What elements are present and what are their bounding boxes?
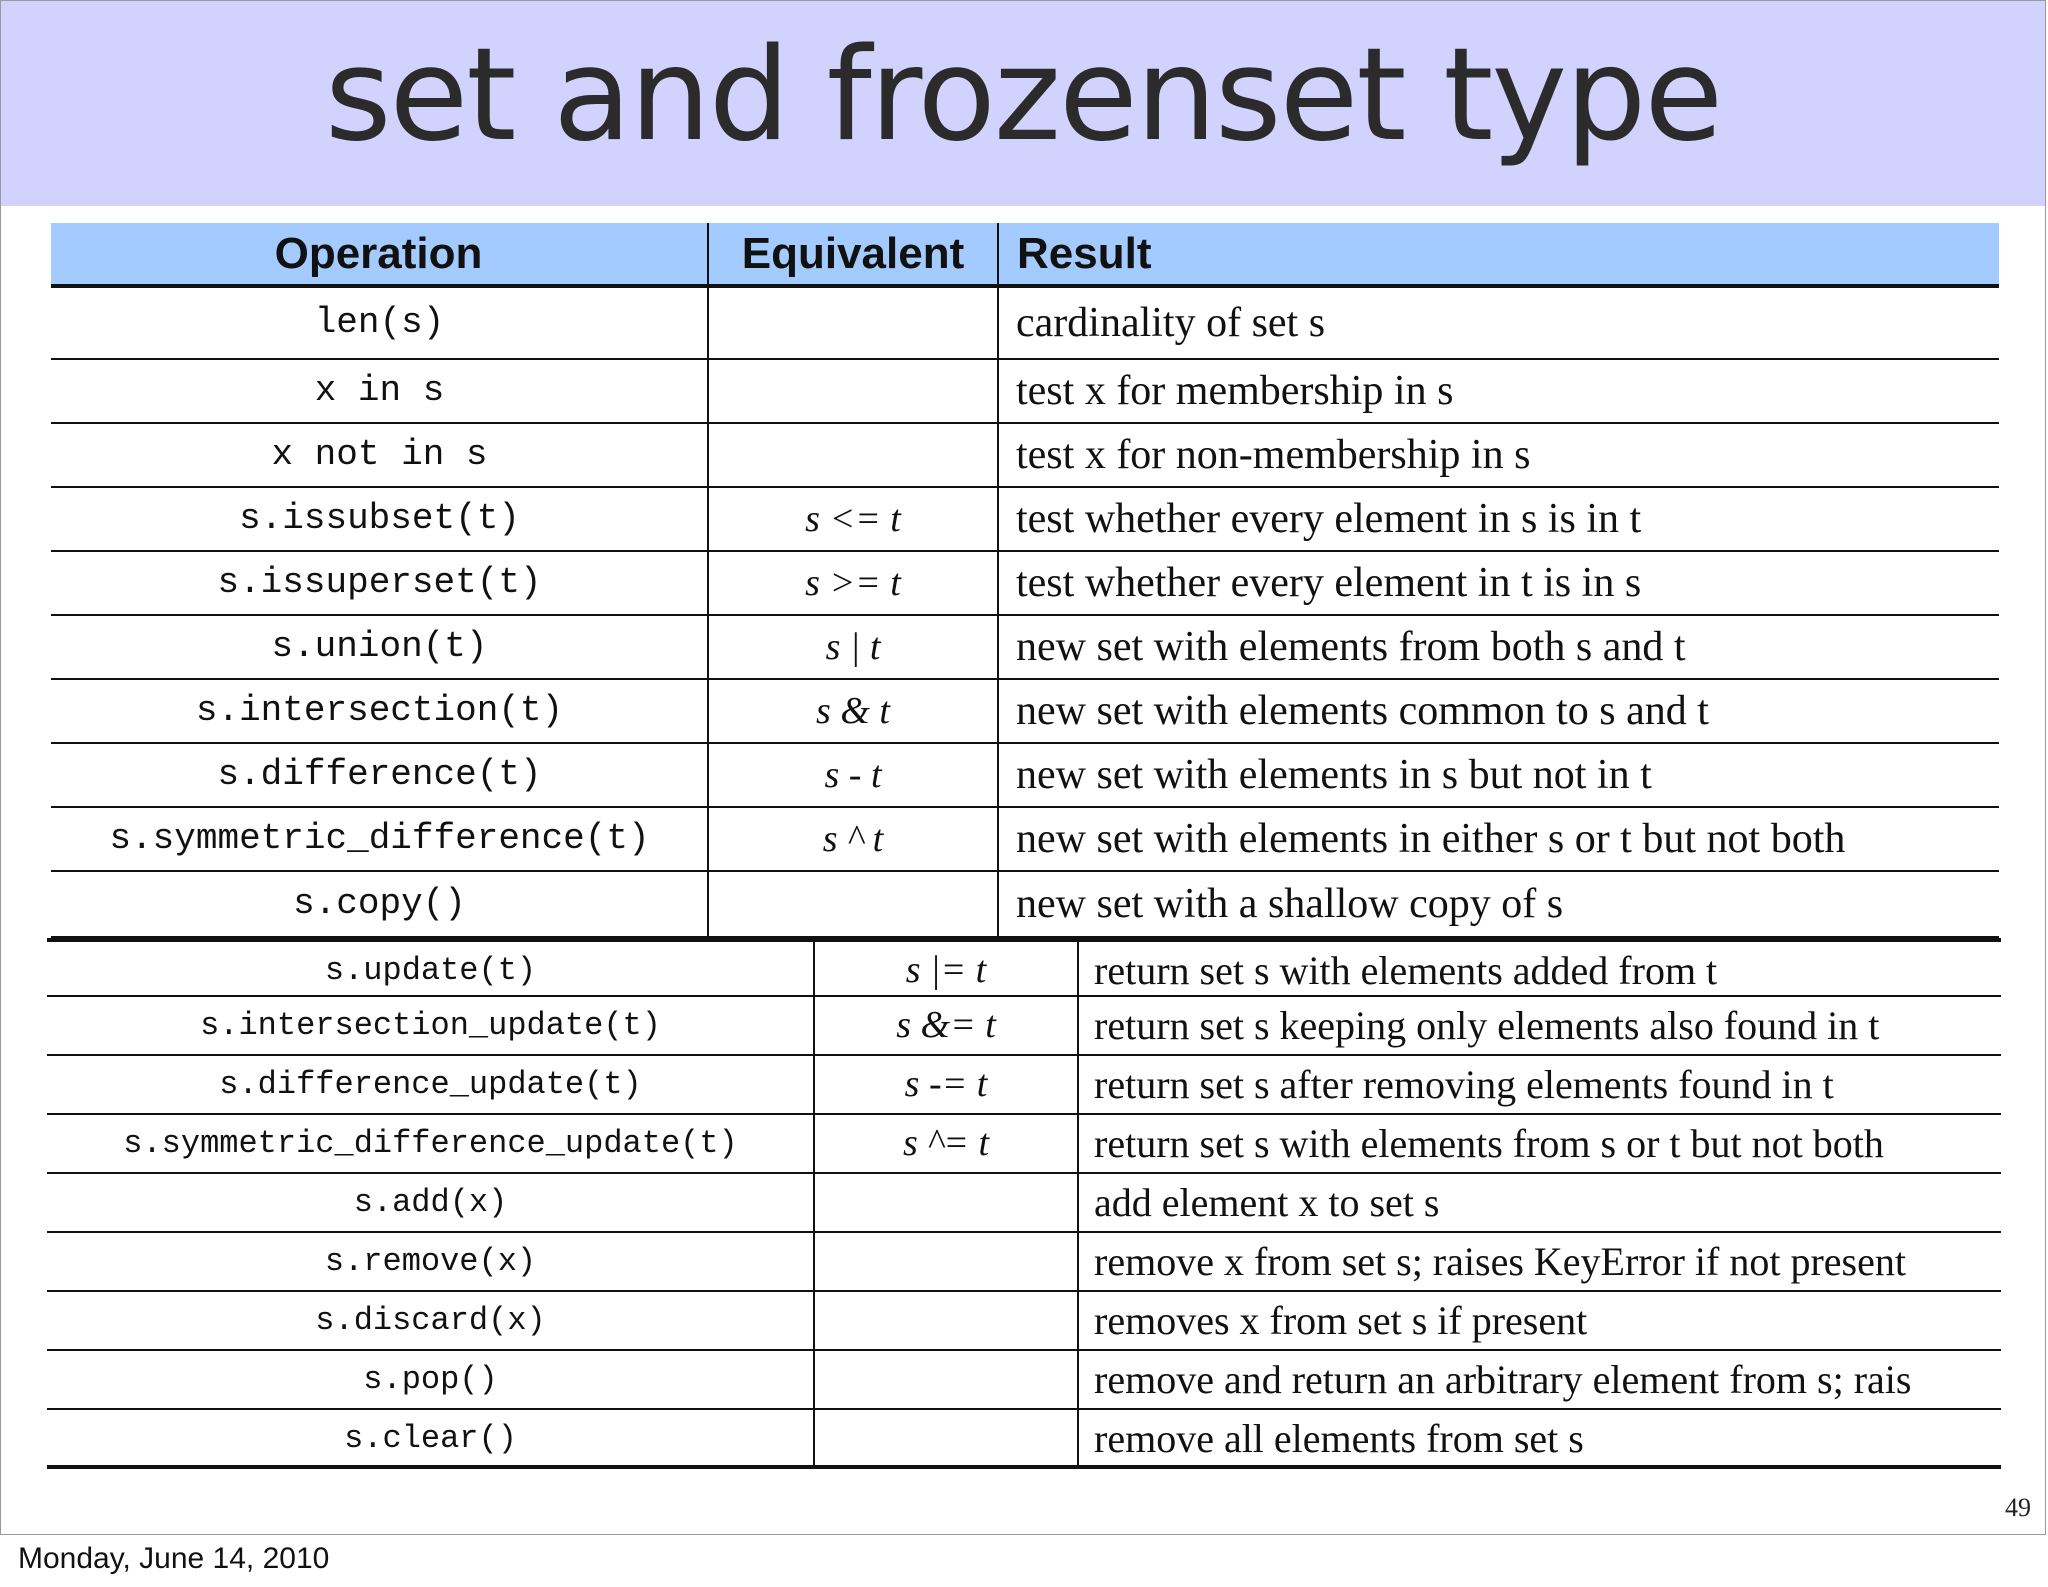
operation-cell: s.difference_update(t) [219, 1066, 642, 1103]
result-cell: new set with a shallow copy of s [1016, 881, 1564, 927]
equivalent-cell [814, 1410, 1078, 1469]
operation-cell: s.clear() [344, 1420, 517, 1457]
result-cell: remove all elements from set s [1094, 1416, 1584, 1461]
equivalent-cell [814, 1351, 1078, 1410]
table-row [51, 288, 1999, 360]
table-row [47, 1115, 2001, 1174]
operation-cell: s.union(t) [271, 626, 488, 667]
header-divider [707, 223, 709, 288]
equivalent-cell [814, 1174, 1078, 1233]
equivalent-cell: s ^ t [822, 818, 884, 860]
result-cell: new set with elements from both s and t [1016, 624, 1686, 670]
result-cell: cardinality of set s [1016, 300, 1326, 346]
table-row [51, 488, 1999, 552]
table-row [51, 616, 1999, 680]
operations-table-2 [47, 938, 2001, 1473]
header-equivalent: Equivalent [741, 229, 965, 278]
equivalent-cell: s & t [816, 690, 890, 732]
slide-title: set and frozenset type [324, 21, 1722, 170]
table-row [47, 1292, 2001, 1351]
equivalent-cell: s -= t [904, 1063, 988, 1105]
operation-cell: len(s) [314, 302, 445, 343]
table-row [51, 808, 1999, 872]
operation-cell: s.remove(x) [324, 1243, 537, 1280]
table-row [51, 680, 1999, 744]
column-divider [813, 938, 815, 1469]
table-row [47, 1174, 2001, 1233]
operation-cell: s.issuperset(t) [217, 562, 542, 603]
operation-cell: s.add(x) [353, 1184, 508, 1221]
equivalent-cell [814, 1233, 1078, 1292]
operation-cell: s.issubset(t) [239, 498, 520, 539]
table-row [47, 1351, 2001, 1410]
equivalent-cell [708, 424, 998, 488]
result-cell: test whether every element in t is in s [1016, 560, 1642, 606]
operation-cell: s.intersection(t) [195, 690, 564, 731]
table-header [51, 223, 1999, 288]
result-cell: test x for membership in s [1016, 368, 1454, 414]
result-cell: add element x to set s [1094, 1180, 1440, 1225]
operation-cell: s.intersection_update(t) [200, 1007, 661, 1044]
result-cell: return set s after removing elements found in t [1094, 1062, 1834, 1107]
result-cell: remove x from set s; raises KeyError if not present [1094, 1239, 1906, 1284]
equivalent-cell: s - t [824, 754, 882, 796]
title-bar [1, 1, 2045, 206]
operation-cell: x not in s [271, 434, 488, 475]
table-row [47, 1056, 2001, 1115]
result-cell: test whether every element in s is in t [1016, 496, 1642, 542]
equivalent-cell [708, 872, 998, 938]
header-divider [997, 223, 999, 288]
operations-table-1 [51, 288, 1999, 938]
equivalent-cell [814, 1292, 1078, 1351]
equivalent-cell: s &= t [896, 1004, 996, 1046]
table-row [51, 872, 1999, 938]
table-row [47, 1233, 2001, 1292]
result-cell: return set s keeping only elements also found in t [1094, 1003, 1880, 1048]
operation-cell: x in s [314, 370, 445, 411]
column-divider [1077, 938, 1079, 1469]
equivalent-cell: s <= t [805, 498, 901, 540]
equivalent-cell [708, 360, 998, 424]
result-cell: return set s with elements added from t [1094, 948, 1718, 993]
result-cell: test x for non-membership in s [1016, 432, 1531, 478]
table-row [47, 1410, 2001, 1469]
table-row [47, 938, 2001, 997]
header-operation: Operation [274, 229, 483, 278]
result-cell: new set with elements in s but not in t [1016, 752, 1652, 798]
column-divider [707, 288, 709, 938]
result-cell: new set with elements common to s and t [1016, 688, 1709, 734]
table-row [51, 552, 1999, 616]
table-row [51, 424, 1999, 488]
equivalent-cell: s |= t [905, 949, 987, 991]
table-row [51, 360, 1999, 424]
operation-cell: s.update(t) [324, 952, 537, 989]
header-result: Result [1017, 229, 1152, 278]
operation-cell: s.symmetric_difference_update(t) [123, 1125, 738, 1162]
column-divider [997, 288, 999, 938]
page-number: 49 [2005, 1493, 2031, 1522]
footer-date: Monday, June 14, 2010 [18, 1542, 330, 1575]
operation-cell: s.copy() [293, 883, 466, 924]
result-cell: removes x from set s if present [1094, 1298, 1588, 1343]
equivalent-cell: s ^= t [902, 1122, 990, 1164]
operation-cell: s.discard(x) [315, 1302, 546, 1339]
operation-cell: s.difference(t) [217, 754, 542, 795]
table-row [47, 997, 2001, 1056]
equivalent-cell [708, 288, 998, 360]
equivalent-cell: s | t [825, 626, 881, 668]
result-cell: return set s with elements from s or t but not both [1094, 1121, 1884, 1166]
operation-cell: s.pop() [363, 1361, 498, 1398]
table-row [51, 744, 1999, 808]
result-cell: remove and return an arbitrary element from s; rais [1094, 1357, 1912, 1402]
operation-cell: s.symmetric_difference(t) [109, 818, 650, 859]
result-cell: new set with elements in either s or t but not both [1016, 816, 1846, 862]
equivalent-cell: s >= t [805, 562, 901, 604]
